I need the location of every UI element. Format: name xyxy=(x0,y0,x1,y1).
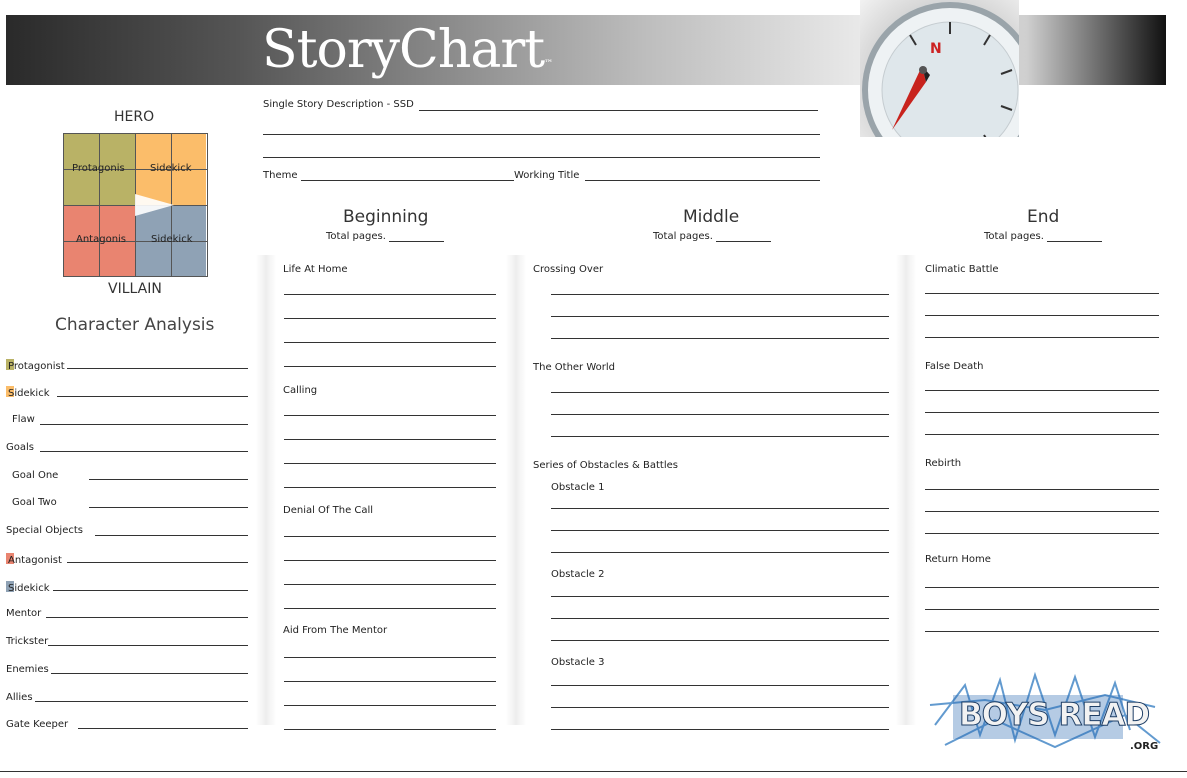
protagonist-text: Protagonist xyxy=(8,361,65,372)
special-objects-line[interactable] xyxy=(95,535,248,536)
antagonist-line[interactable] xyxy=(67,562,248,563)
beginning-line[interactable] xyxy=(284,560,496,561)
ssd-line-1[interactable] xyxy=(419,110,818,111)
gate-keeper-line[interactable] xyxy=(78,728,248,729)
boys-read-text: BOYS READ xyxy=(959,697,1150,733)
middle-line[interactable] xyxy=(551,640,889,641)
end-line[interactable] xyxy=(925,412,1159,413)
end-total-pages: Total pages. xyxy=(984,231,1044,242)
goals-line[interactable] xyxy=(40,451,248,452)
trickster-line[interactable] xyxy=(48,645,248,646)
end-line[interactable] xyxy=(925,631,1159,632)
grid-lines xyxy=(64,134,207,276)
middle-line[interactable] xyxy=(551,316,889,317)
beginning-line[interactable] xyxy=(284,342,496,343)
middle-line[interactable] xyxy=(551,436,889,437)
protagonist-cell-label: Protagonis xyxy=(72,163,125,174)
trademark: ™ xyxy=(544,59,553,69)
allies-line[interactable] xyxy=(35,701,248,702)
middle-line[interactable] xyxy=(551,552,889,553)
beginning-title: Beginning xyxy=(343,207,429,227)
end-line[interactable] xyxy=(925,315,1159,316)
working-title-line[interactable] xyxy=(585,180,820,181)
end-line[interactable] xyxy=(925,337,1159,338)
end-line[interactable] xyxy=(925,533,1159,534)
compass-icon xyxy=(860,0,1019,137)
beginning-line[interactable] xyxy=(284,681,496,682)
aid-from-the-mentor-label: Aid From The Mentor xyxy=(283,625,388,636)
beginning-line[interactable] xyxy=(284,415,496,416)
beginning-line[interactable] xyxy=(284,294,496,295)
goals-label: Goals xyxy=(6,442,34,453)
enemies-line[interactable] xyxy=(51,673,248,674)
middle-line[interactable] xyxy=(551,530,889,531)
middle-line[interactable] xyxy=(551,729,889,730)
ssd-label: Single Story Description - SSD xyxy=(263,99,414,110)
mentor-line[interactable] xyxy=(46,617,248,618)
middle-line[interactable] xyxy=(551,414,889,415)
middle-line[interactable] xyxy=(551,392,889,393)
obstacle-2-label: Obstacle 2 xyxy=(551,569,605,580)
the-other-world-label: The Other World xyxy=(533,362,616,373)
end-line[interactable] xyxy=(925,293,1159,294)
goal-one-label: Goal One xyxy=(12,470,59,481)
sidekick-hero-label xyxy=(6,386,49,399)
obstacle-3-label: Obstacle 3 xyxy=(551,657,605,668)
end-line[interactable] xyxy=(925,390,1159,391)
column-divider xyxy=(506,255,526,725)
calling-label: Calling xyxy=(283,385,318,396)
trickster-label: Trickster xyxy=(6,636,49,647)
svg-text:N: N xyxy=(930,41,942,57)
rebirth-label: Rebirth xyxy=(925,458,962,469)
middle-line[interactable] xyxy=(551,707,889,708)
end-line[interactable] xyxy=(925,609,1159,610)
beginning-pages-line[interactable] xyxy=(389,241,444,242)
beginning-line[interactable] xyxy=(284,705,496,706)
beginning-line[interactable] xyxy=(284,439,496,440)
end-line[interactable] xyxy=(925,489,1159,490)
beginning-line[interactable] xyxy=(284,487,496,488)
beginning-line[interactable] xyxy=(284,657,496,658)
protagonist-label xyxy=(6,359,65,372)
ssd-line-2[interactable] xyxy=(263,134,820,135)
column-divider xyxy=(896,255,916,725)
beginning-line[interactable] xyxy=(284,366,496,367)
logo-text: StoryChart xyxy=(262,20,545,80)
sidekick-hero-line[interactable] xyxy=(57,396,248,397)
beginning-line[interactable] xyxy=(284,729,496,730)
antagonist-cell-label: Antagonis xyxy=(76,234,127,245)
goal-two-line[interactable] xyxy=(89,507,248,508)
sidekick-top-cell-label: Sidekick xyxy=(150,163,192,174)
life-at-home-label: Life At Home xyxy=(283,264,348,275)
beginning-line[interactable] xyxy=(284,608,496,609)
middle-line[interactable] xyxy=(551,618,889,619)
storychart-logo xyxy=(262,18,552,82)
antagonist-text: Antagonist xyxy=(8,555,62,566)
working-title-label: Working Title xyxy=(514,170,580,181)
middle-title: Middle xyxy=(683,207,740,227)
enemies-label: Enemies xyxy=(6,664,49,675)
sidekick-villain-text: Sidekick xyxy=(8,583,50,594)
false-death-label: False Death xyxy=(925,361,984,372)
gate-keeper-label: Gate Keeper xyxy=(6,719,69,730)
goal-two-label: Goal Two xyxy=(12,497,57,508)
middle-line[interactable] xyxy=(551,596,889,597)
obstacles-battles-label: Series of Obstacles & Battles xyxy=(533,460,678,471)
middle-line[interactable] xyxy=(551,294,889,295)
ssd-line-3[interactable] xyxy=(263,157,820,158)
end-line[interactable] xyxy=(925,511,1159,512)
character-analysis-title: Character Analysis xyxy=(55,315,215,335)
sidekick-hero-text: Sidekick xyxy=(8,388,50,399)
end-pages-line[interactable] xyxy=(1047,241,1102,242)
footer-rule xyxy=(0,771,1187,772)
end-title: End xyxy=(1027,207,1060,227)
climatic-battle-label: Climatic Battle xyxy=(925,264,999,275)
beginning-line[interactable] xyxy=(284,463,496,464)
obstacle-1-label: Obstacle 1 xyxy=(551,482,605,493)
beginning-total-pages: Total pages. xyxy=(326,231,386,242)
beginning-line[interactable] xyxy=(284,318,496,319)
flaw-line[interactable] xyxy=(40,424,248,425)
boys-read-logo xyxy=(925,665,1165,755)
protagonist-line[interactable] xyxy=(67,368,248,369)
return-home-label: Return Home xyxy=(925,554,991,565)
sidekick-villain-line[interactable] xyxy=(53,590,248,591)
sidekick-villain-label xyxy=(6,581,49,594)
theme-label: Theme xyxy=(263,170,298,181)
middle-total-pages: Total pages. xyxy=(653,231,713,242)
middle-line[interactable] xyxy=(551,508,889,509)
flaw-label: Flaw xyxy=(12,414,35,425)
middle-line[interactable] xyxy=(551,685,889,686)
villain-label: VILLAIN xyxy=(108,281,162,297)
mentor-label: Mentor xyxy=(6,608,42,619)
compass-image xyxy=(860,0,1019,137)
allies-label: Allies xyxy=(6,692,33,703)
character-grid xyxy=(63,133,208,277)
sidekick-bottom-cell-label: Sidekick xyxy=(151,234,193,245)
crossing-over-label: Crossing Over xyxy=(533,264,604,275)
theme-line[interactable] xyxy=(301,180,514,181)
special-objects-label: Special Objects xyxy=(6,525,83,536)
antagonist-label xyxy=(6,553,62,566)
column-divider xyxy=(256,255,276,725)
goal-one-line[interactable] xyxy=(89,479,248,480)
middle-line[interactable] xyxy=(551,338,889,339)
boys-read-suffix: .ORG xyxy=(1130,741,1159,752)
beginning-line[interactable] xyxy=(284,536,496,537)
beginning-line[interactable] xyxy=(284,584,496,585)
end-line[interactable] xyxy=(925,587,1159,588)
middle-pages-line[interactable] xyxy=(716,241,771,242)
denial-of-the-call-label: Denial Of The Call xyxy=(283,505,374,516)
hero-label: HERO xyxy=(114,109,155,125)
end-line[interactable] xyxy=(925,434,1159,435)
